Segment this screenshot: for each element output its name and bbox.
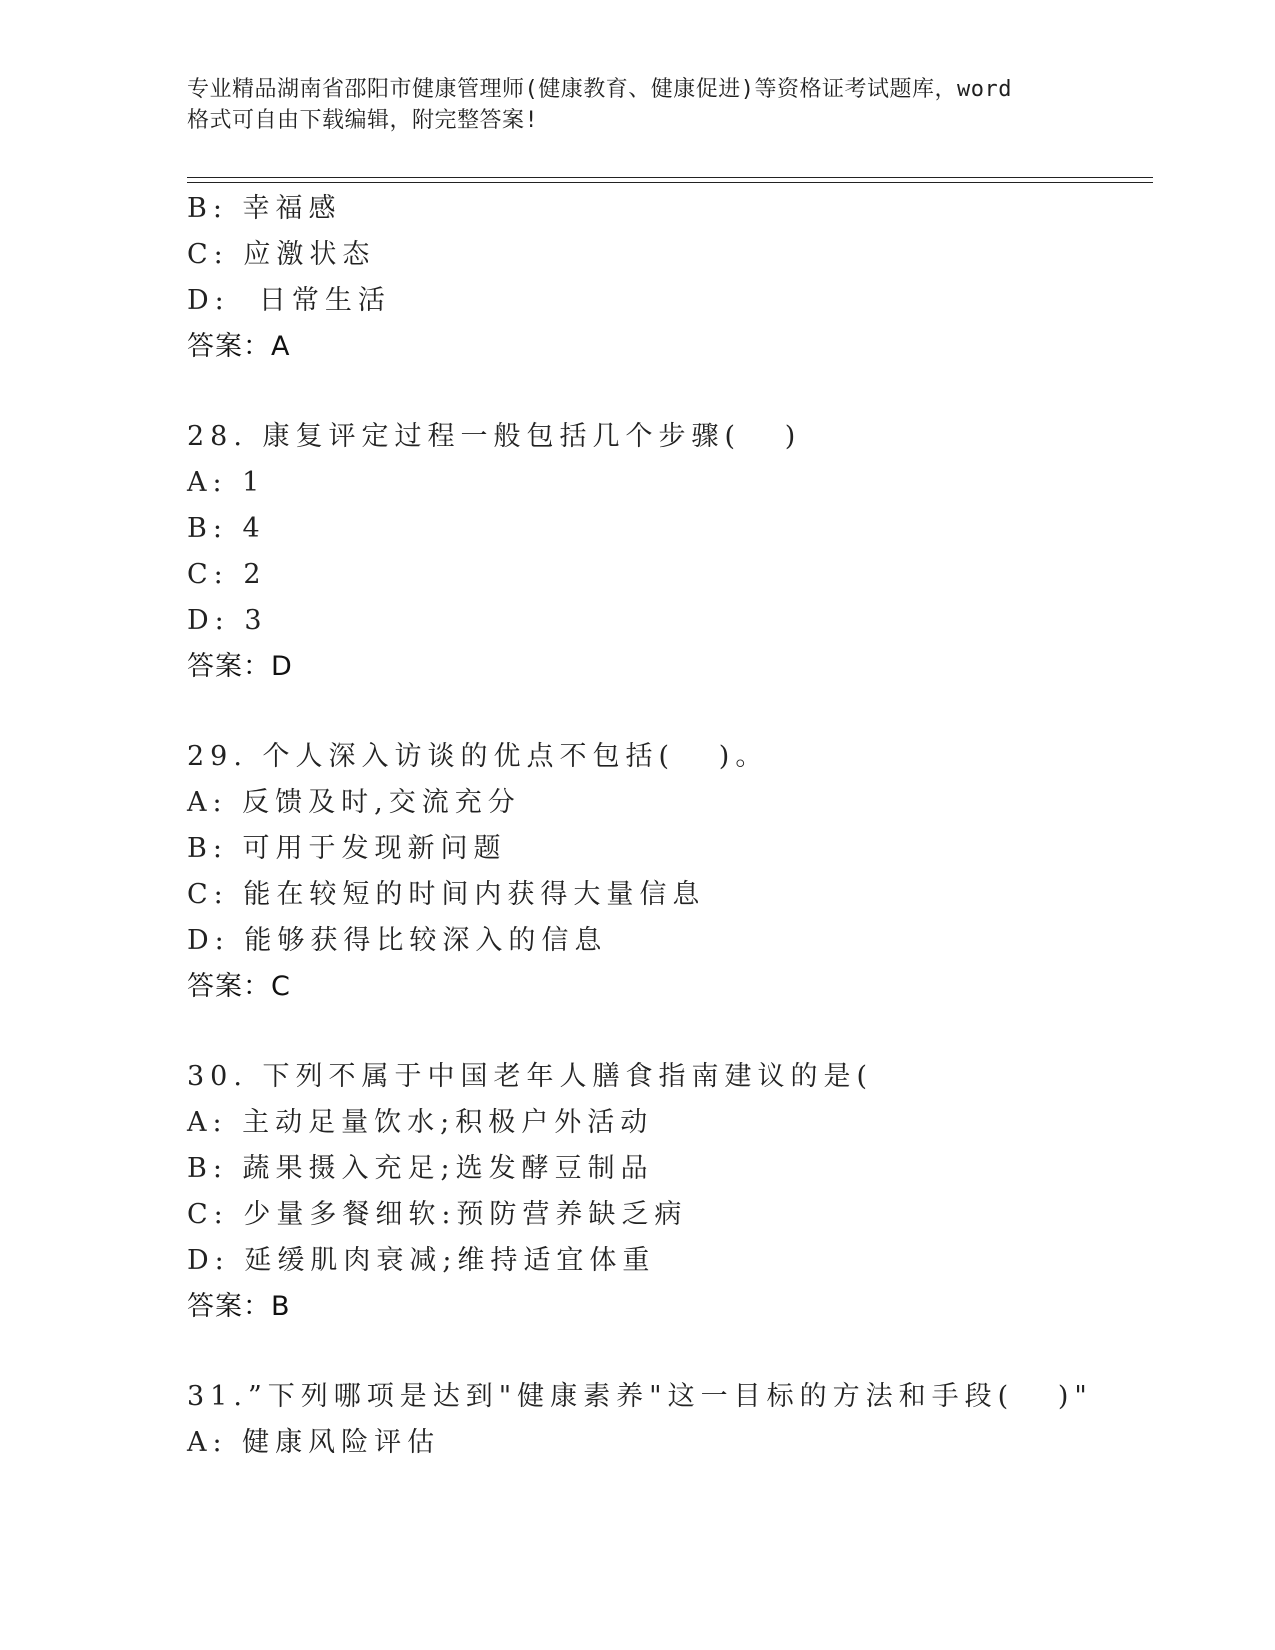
option-b: B: 蔬果摄入充足;选发酵豆制品 — [187, 1153, 654, 1184]
question-29 — [187, 734, 1157, 1010]
question-list — [187, 186, 1157, 1466]
header-divider-top — [187, 177, 1153, 178]
question-28 — [187, 414, 1157, 690]
option-b: B: 可用于发现新问题 — [187, 833, 507, 864]
option-a: A: 健康风险评估 — [187, 1427, 441, 1458]
option-d: D: 日常生活 — [187, 285, 391, 316]
question-text: 31.”下列哪项是达到"健康素养"这一目标的方法和手段( )" — [187, 1381, 1093, 1412]
option-c: C: 能在较短的时间内获得大量信息 — [187, 879, 706, 910]
option-a: A: 主动足量饮水;积极户外活动 — [187, 1107, 654, 1138]
answer-line: 答案：A — [187, 331, 291, 362]
spacer — [187, 1010, 1157, 1054]
question-text: 29. 个人深入访谈的优点不包括( )。 — [187, 741, 769, 772]
option-a: A: 1 — [187, 467, 266, 498]
option-c: C: 2 — [187, 559, 267, 590]
answer-line: 答案：B — [187, 1291, 291, 1322]
option-c: C: 应激状态 — [187, 239, 376, 270]
option-b: B: 幸福感 — [187, 193, 342, 224]
spacer — [187, 1330, 1157, 1374]
option-d: D: 3 — [187, 605, 268, 636]
option-b: B: 4 — [187, 513, 266, 544]
spacer — [187, 690, 1157, 734]
question-31 — [187, 1374, 1157, 1466]
header-divider-bottom — [187, 182, 1153, 183]
option-c: C: 少量多餐细软:预防营养缺乏病 — [187, 1199, 688, 1230]
header-line-1: 专业精品湖南省邵阳市健康管理师(健康教育、健康促进)等资格证考试题库，word — [187, 77, 1012, 102]
option-a: A: 反馈及时,交流充分 — [187, 787, 521, 818]
question-30 — [187, 1054, 1157, 1330]
answer-line: 答案：D — [187, 651, 293, 682]
header-line-2: 格式可自由下载编辑，附完整答案! — [187, 108, 539, 133]
answer-line: 答案：C — [187, 971, 291, 1002]
option-d: D: 能够获得比较深入的信息 — [187, 925, 608, 956]
spacer — [187, 370, 1157, 414]
document-header — [187, 74, 1097, 136]
question-text: 28. 康复评定过程一般包括几个步骤( ) — [187, 421, 802, 452]
option-d: D: 延缓肌肉衰减;维持适宜体重 — [187, 1245, 656, 1276]
question-27-tail — [187, 186, 1157, 370]
question-text: 30. 下列不属于中国老年人膳食指南建议的是( — [187, 1061, 874, 1092]
